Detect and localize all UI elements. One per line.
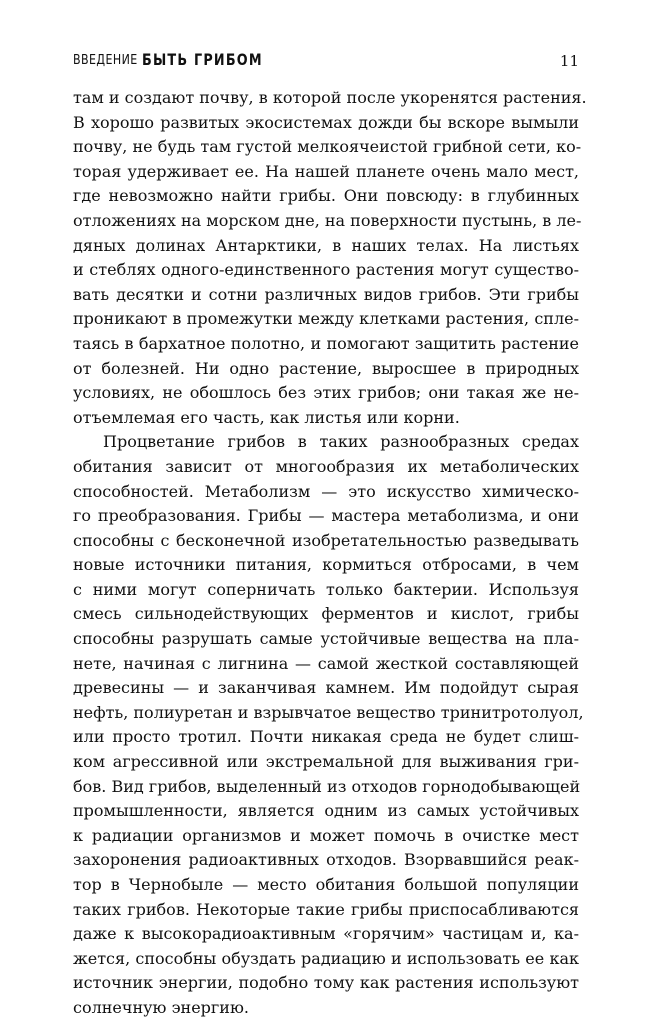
text-line: таких грибов. Некоторые такие грибы приспосабливаются xyxy=(73,899,579,919)
chapter-title: БЫТЬ ГРИБОМ xyxy=(142,50,263,69)
text-line: нефть, полиуретан и взрывчатое вещество тринитротолуол, xyxy=(73,702,584,722)
body-text xyxy=(73,86,587,1021)
text-line: вать десятки и сотни различных видов грибов. Эти грибы xyxy=(73,284,579,304)
text-line: солнечную энергию. xyxy=(73,997,249,1017)
running-header xyxy=(73,48,579,74)
text-line: Процветание грибов в таких разнообразных средах xyxy=(103,432,579,452)
text-line: условиях, не обошлось без этих грибов; они такая же не- xyxy=(73,383,579,403)
text-line: отложениях на морском дне, на поверхности пустынь, в ле- xyxy=(73,210,582,230)
text-line: с ними могут соперничать только бактерии. Используя xyxy=(73,579,579,599)
text-line: или просто тротил. Почти никакая среда не будет слиш- xyxy=(73,727,579,747)
paragraph xyxy=(73,430,584,1020)
text-line: промышленности, является одним из самых устойчивых xyxy=(73,801,579,821)
text-line: смесь сильнодействующих ферментов и кислот, грибы xyxy=(73,604,579,624)
text-line: способны с бесконечной изобретательностью разведывать xyxy=(73,530,579,550)
text-line: В хорошо развитых экосистемах дожди бы вскоре вымыли xyxy=(73,112,579,132)
text-line: от болезней. Ни одно растение, выросшее в природных xyxy=(73,358,579,378)
text-line: способны разрушать самые устойчивые вещества на пла- xyxy=(73,629,579,649)
text-line: нете, начиная с лигнина — самой жесткой составляющей xyxy=(73,653,579,673)
text-line: проникают в промежутки между клетками растения, спле- xyxy=(73,309,579,329)
text-line: к радиации организмов и может помочь в очистке мест xyxy=(73,825,579,845)
text-line: источник энергии, подобно тому как растения используют xyxy=(73,973,579,993)
text-line: почву, не будь там густой мелкоячеистой грибной сети, ко- xyxy=(73,137,582,157)
text-line: ком агрессивной или экстремальной для выживания гри- xyxy=(73,752,579,772)
text-line: захоронения радиоактивных отходов. Взорвавшийся реак- xyxy=(73,850,579,870)
section-label: ВВЕДЕНИЕ xyxy=(73,53,138,68)
text-line: отъемлемая его часть, как листья или корни. xyxy=(73,407,460,427)
text-line: где невозможно найти грибы. Они повсюду: в глубинных xyxy=(73,186,579,206)
text-line: таясь в бархатное полотно, и помогают защитить растение xyxy=(73,333,579,353)
text-line: даже к высокорадиоактивным «горячим» частицам и, ка- xyxy=(73,924,579,944)
text-line: торая удерживает ее. На нашей планете очень мало мест, xyxy=(73,161,579,181)
text-line: тор в Чернобыле — место обитания большой популяции xyxy=(73,875,579,894)
text-line: новые источники питания, кормиться отбросами, в чем xyxy=(73,555,579,575)
text-line: способностей. Метаболизм — это искусство химическо- xyxy=(73,481,579,501)
text-line: го преобразования. Грибы — мастера метаболизма, и они xyxy=(73,506,579,526)
text-line: бов. Вид грибов, выделенный из отходов горнодобывающей xyxy=(73,776,581,796)
text-line: и стеблях одного-единственного растения могут существо- xyxy=(73,260,579,280)
paragraph xyxy=(73,86,587,430)
text-line: жется, способны обуздать радиацию и использовать ее как xyxy=(73,948,579,968)
text-line: там и создают почву, в которой после укоренятся растения. xyxy=(73,88,587,107)
text-line: обитания зависит от многообразия их метаболических xyxy=(73,456,579,476)
text-line: дяных долинах Антарктики, в наших телах. На листьях xyxy=(73,235,579,255)
page-number: 11 xyxy=(559,52,579,70)
text-line: древесины — и заканчивая камнем. Им подойдут сырая xyxy=(73,678,579,698)
